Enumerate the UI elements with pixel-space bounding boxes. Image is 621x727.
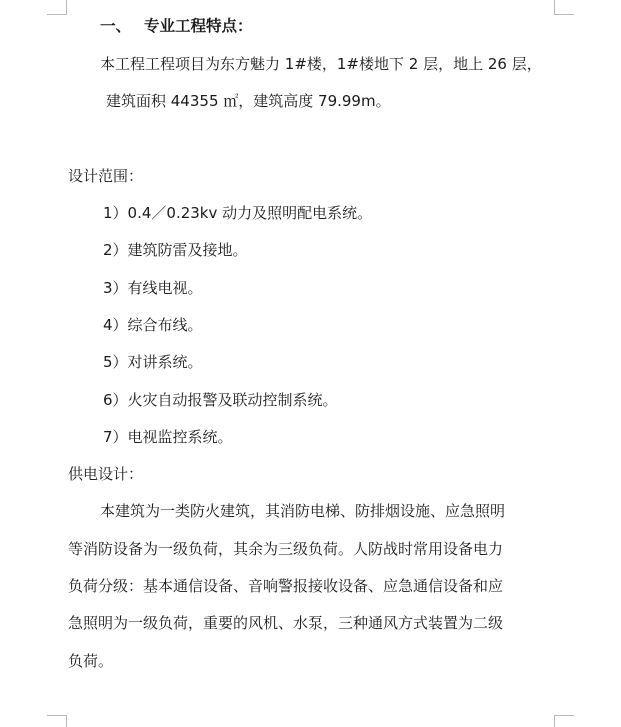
design-scope-item: 5）对讲系统。 <box>103 353 203 371</box>
section-title: 专业工程特点： <box>144 17 253 35</box>
crop-mark <box>47 14 67 15</box>
design-scope-label: 设计范围： <box>68 167 144 185</box>
design-scope-item: 6）火灾自动报警及联动控制系统。 <box>103 391 338 409</box>
design-scope-item: 7）电视监控系统。 <box>103 428 233 446</box>
intro-line-1: 本工程工程项目为东方魅力 1#楼，1#楼地下 2 层，地上 26 层， <box>100 55 542 73</box>
power-design-label: 供电设计： <box>68 465 144 483</box>
design-scope-item: 4）综合布线。 <box>103 316 203 334</box>
crop-mark <box>554 0 555 15</box>
power-design-line: 本建筑为一类防火建筑，其消防电梯、防排烟设施、应急照明 <box>100 502 506 520</box>
design-scope-item: 1）0.4／0.23kv 动力及照明配电系统。 <box>103 204 373 222</box>
power-design-line: 急照明为一级负荷，重要的风机、水泵，三种通风方式装置为二级 <box>68 614 504 632</box>
crop-mark <box>66 715 67 727</box>
section-number: 一、 <box>100 17 132 35</box>
power-design-line: 等消防设备为一级负荷，其余为三级负荷。人防战时常用设备电力 <box>68 540 504 558</box>
crop-mark <box>554 715 574 716</box>
crop-mark <box>66 0 67 15</box>
intro-line-2: 建筑面积 44355 ㎡，建筑高度 79.99m。 <box>106 92 391 110</box>
design-scope-item: 2）建筑防雷及接地。 <box>103 241 248 259</box>
crop-mark <box>554 14 574 15</box>
power-design-line: 负荷分级：基本通信设备、音响警报接收设备、应急通信设备和应 <box>68 577 504 595</box>
crop-mark <box>554 715 555 727</box>
design-scope-item: 3）有线电视。 <box>103 279 203 297</box>
power-design-line: 负荷。 <box>68 652 114 670</box>
section-heading <box>100 16 253 36</box>
crop-mark <box>47 715 67 716</box>
